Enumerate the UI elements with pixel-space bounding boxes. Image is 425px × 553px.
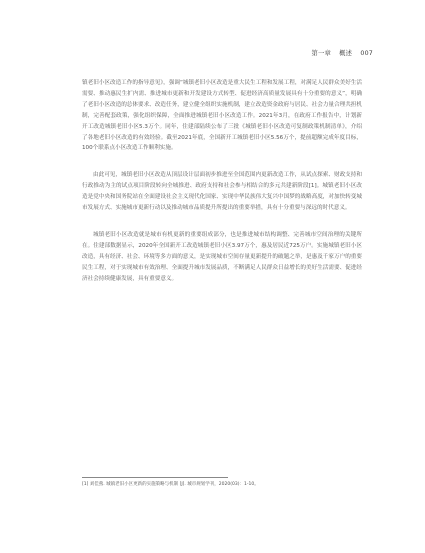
chapter-label: 第一章 [311,50,331,57]
main-text [82,78,362,292]
running-header [311,48,373,57]
paragraph-3: 城镇老旧小区改造就是城市有机更新的重要组成部分，也是推进城市结构调整、完善城市空间治理的关键所在。住建部数据显示，2020年全国新开工改造城镇老旧小区3.97万个，惠及居民近725万户。实施城镇老旧小区改造，具有经济、社会、环境等多方面的意义，是实现城市空间存量更新提升的破题之举，是惠及千家万户的重要民生工程，对于实现城市有效治理、全面提升城市发展品质，不断满足人民群众日益增长的美好生活需要、促进经济社会持续健康发展，具有重要意义。 [82,231,362,282]
footnote: [1] 刘佳燕. 城镇老旧小区更新的实施策略与机制 [J]. 城市规划学刊，2020(03)：1-10。 [82,482,259,487]
paragraph-1: 镇老旧小区改造工作的指导意见》，强调“城镇老旧小区改造是重大民生工程和发展工程，对满足人民群众美好生活需要、推动惠民生扩内需、推进城市更新和开发建设方式转型、促进经济高质量发展具有十分重要的意义”，明确了老旧小区改造的总体要求、改造任务，建立健全组织实施机制，建立改造资金政府与居民、社会力量合理共担机制，完善配套政策，强化组织保障，全面推进城镇老旧小区改造工作。2021年3月，在政府工作报告中，计划新开工改造城镇老旧小区5.3万个。同年，住建部陆续公布了三批《城镇老旧小区改造可复制政策机制清单》，介绍了各地老旧小区改造的有效经验。截至2021年底，全国新开工城镇老旧小区5.56万个，提前超额完成年度目标，100个联系点小区改造工作顺利实施。 [82,80,362,152]
page-number: 007 [360,50,373,57]
section-label: 概述 [339,50,353,57]
paragraph-2: 由此可见，城镇老旧小区改造从顶层设计层面初步推进至全国范围内更新改造工作，从试点探索、财政支持和行政推动为主的试点项目阶段转向全城推进、政府支持和社会参与相结合的多元共建新阶段[1]。城镇老旧小区改造是党中央和国务院站在全面建设社会主义现代化国家、实现中华民族伟大复兴中国梦的战略高度，对加快转变城市发展方式、实施城市更新行动以及推动城市品质提升所提出的重要举措，具有十分重要与深远的时代意义。 [82,172,362,212]
footnote-divider [82,477,228,478]
